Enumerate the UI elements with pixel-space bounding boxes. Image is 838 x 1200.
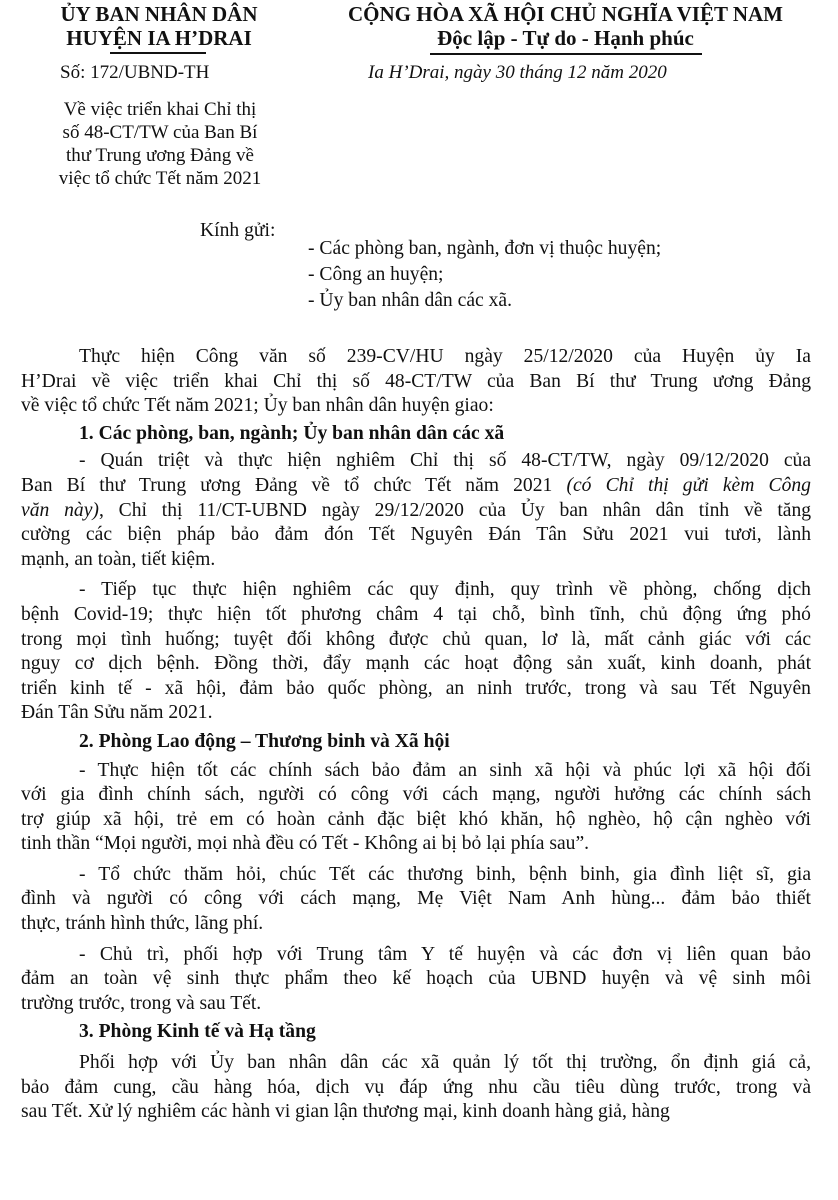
text-line: - Tiếp tục thực hiện nghiêm các quy định, quy trình về phòng, chống dịch xyxy=(79,579,811,601)
recipient-item: - Ủy ban nhân dân các xã. xyxy=(308,290,513,311)
section2-paragraph-1 xyxy=(21,759,811,857)
subject-line: thư Trung ương Đảng về xyxy=(66,145,254,166)
subject-line: số 48-CT/TW của Ban Bí xyxy=(62,122,258,143)
text-span: Ban Bí thư Trung ương Đảng về tổ chức Tết năm 2021 xyxy=(21,474,567,496)
national-motto: Độc lập - Tự do - Hạnh phúc xyxy=(437,26,694,50)
agency-name-line2: HUYỆN IA H’DRAI xyxy=(66,26,252,50)
recipients-label: Kính gửi: xyxy=(200,220,276,241)
text-line: bảo đảm cung, cầu hàng hóa, dịch vụ đáp ứng nhu cầu tiêu dùng trước, trong và xyxy=(21,1076,812,1098)
recipient-item: - Các phòng ban, ngành, đơn vị thuộc huyện; xyxy=(308,238,662,259)
subject-line: việc tổ chức Tết năm 2021 xyxy=(58,168,262,189)
country-name: CỘNG HÒA XÃ HỘI CHỦ NGHĨA VIỆT NAM xyxy=(347,2,784,26)
recipient-item: - Công an huyện; xyxy=(308,264,444,285)
recipients-list xyxy=(308,236,661,314)
text-line: bệnh Covid-19; thực hiện tốt phương châm 4 tại chỗ, bình tĩnh, chủ động ứng phó xyxy=(21,603,811,625)
section2-paragraph-3 xyxy=(21,943,811,1017)
text-line: - Chủ trì, phối hợp với Trung tâm Y tế huyện và các đơn vị liên quan bảo xyxy=(79,943,811,965)
text-line: Thực hiện Công văn số 239-CV/HU ngày 25/12/2020 của Huyện ủy Ia xyxy=(79,346,812,367)
text-line: triển kinh tế - xã hội, đảm bảo quốc phòng, an ninh trước, trong và sau Tết Nguyên xyxy=(21,677,811,699)
place-and-date: Ia H’Drai, ngày 30 tháng 12 năm 2020 xyxy=(368,62,667,83)
section1-paragraph-2 xyxy=(21,578,811,726)
section1-paragraph-1 xyxy=(21,449,811,572)
section3-paragraph-1 xyxy=(21,1051,811,1125)
text-line: Phối hợp với Ủy ban nhân dân các xã quản lý tốt thị trường, ổn định giá cả, xyxy=(79,1052,812,1074)
text-line: - Thực hiện tốt các chính sách bảo đảm an sinh xã hội và phúc lợi xã hội đối xyxy=(79,759,812,781)
text-line: trong mọi tình huống; tuyệt đối không được chủ quan, lơ là, mất cảnh giác với các xyxy=(21,628,812,650)
text-line: trợ giúp xã hội, trẻ em có hoàn cảnh đặc biệt khó khăn, hộ nghèo, hộ cận nghèo với xyxy=(21,808,811,830)
motto-underline xyxy=(430,53,702,55)
text-line: sau Tết. Xử lý nghiêm các hành vi gian lận thương mại, kinh doanh hàng giả, hàng xyxy=(21,1101,670,1123)
section-heading-3: 3. Phòng Kinh tế và Hạ tầng xyxy=(79,1021,316,1043)
section-heading-1: 1. Các phòng, ban, ngành; Ủy ban nhân dân các xã xyxy=(79,422,505,444)
text-line: thực, tránh hình thức, lãng phí. xyxy=(21,913,264,935)
text-span-italic: văn này) xyxy=(21,499,99,521)
text-line: - Quán triệt và thực hiện nghiêm Chỉ thị số 48-CT/TW, ngày 09/12/2020 của xyxy=(79,450,812,472)
text-line: Đán Tân Sửu năm 2021. xyxy=(21,702,213,724)
text-line: mạnh, an toàn, tiết kiệm. xyxy=(21,548,216,570)
text-span-italic: (có Chỉ thị gửi kèm Công xyxy=(566,474,811,496)
document-number: Số: 172/UBND-TH xyxy=(60,62,210,83)
text-line: nguy cơ dịch bệnh. Đồng thời, đẩy mạnh các hoạt động sản xuất, kinh doanh, phát xyxy=(21,653,812,675)
text-line: cường các biện pháp bảo đảm đón Tết Nguyên Đán Tân Sửu 2021 vui tươi, lành xyxy=(21,524,812,546)
text-line: đảm an toàn vệ sinh thực phẩm theo kế hoạch của UBND huyện và vệ sinh môi xyxy=(21,968,812,990)
text-line: trường trước, trong và sau Tết. xyxy=(21,992,262,1014)
text-line: H’Drai về việc triển khai Chỉ thị số 48-CT/TW của Ban Bí thư Trung ương Đảng xyxy=(21,370,812,392)
agency-name-line1: ỦY BAN NHÂN DÂN xyxy=(60,2,258,26)
section-heading-2: 2. Phòng Lao động – Thương binh và Xã hội xyxy=(79,730,450,752)
text-span: , Chỉ thị 11/CT-UBND ngày 29/12/2020 của Ủy ban nhân dân tỉnh về tăng xyxy=(98,499,812,521)
agency-underline xyxy=(110,52,206,54)
document-subject xyxy=(20,98,300,190)
section2-paragraph-2 xyxy=(21,863,811,937)
text-line xyxy=(21,474,811,499)
text-line: với gia đình chính sách, người có công với cách mạng, người hưởng các chính sách xyxy=(21,784,812,806)
intro-paragraph xyxy=(21,345,811,419)
subject-line: Về việc triển khai Chỉ thị xyxy=(63,99,257,120)
text-line: tinh thần “Mọi người, mọi nhà đều có Tết - Không ai bị bỏ lại phía sau”. xyxy=(21,833,590,855)
document-body xyxy=(21,345,811,1125)
text-line: đình và người có công với cách mạng, Mẹ Việt Nam Anh hùng... đảm bảo thiết xyxy=(21,888,811,910)
text-line: - Tổ chức thăm hỏi, chúc Tết các thương binh, bệnh binh, gia đình liệt sĩ, gia xyxy=(79,863,812,885)
text-line xyxy=(21,499,811,524)
text-line: về việc tổ chức Tết năm 2021; Ủy ban nhân dân huyện giao: xyxy=(21,395,494,417)
